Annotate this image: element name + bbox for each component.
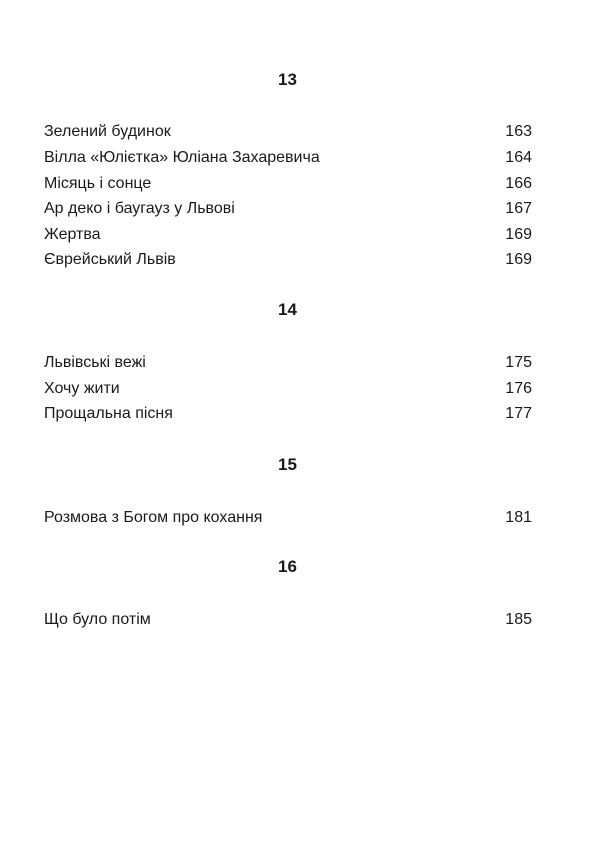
toc-entry [44,121,532,143]
toc-entry-page-number: 167 [505,200,532,217]
toc-entry-page-number: 177 [505,405,532,422]
toc-entry [44,147,532,169]
toc-entry [44,378,532,400]
toc-entry-page-number: 169 [505,226,532,243]
toc-entry [44,609,532,631]
toc-entry-title: Зелений будинок [44,123,171,140]
section-number: 13 [278,70,297,89]
toc-entry-page-number: 176 [505,380,532,397]
toc-entry-page-number: 175 [505,354,532,371]
toc-entry [44,403,532,425]
section-number: 15 [278,455,297,474]
toc-entry-title: Єврейський Львів [44,251,176,268]
toc-entry [44,249,532,271]
toc-entry-title: Що було потім [44,611,151,628]
toc-entry [44,352,532,374]
section-number: 14 [278,300,297,319]
toc-entry [44,173,532,195]
toc-entry-title: Хочу жити [44,380,120,397]
section-number: 16 [278,557,297,576]
toc-entry [44,198,532,220]
toc-entry-title: Прощальна пісня [44,405,173,422]
toc-entry-page-number: 181 [505,509,532,526]
toc-entry [44,224,532,246]
toc-entry-page-number: 169 [505,251,532,268]
toc-entry-title: Місяць і сонце [44,175,152,192]
toc-entry-page-number: 163 [505,123,532,140]
toc-entry-title: Львівські вежі [44,354,146,371]
toc-entry-page-number: 185 [505,611,532,628]
toc-entry-page-number: 164 [505,149,532,166]
toc-entry-title: Вілла «Юлієтка» Юліана Захаревича [44,149,320,166]
toc-entry-title: Жертва [44,226,101,243]
toc-entry-page-number: 166 [505,175,532,192]
toc-entry-title: Розмова з Богом про кохання [44,509,263,526]
toc-entry-title: Ар деко і баугауз у Львові [44,200,235,217]
toc-entry [44,507,532,529]
